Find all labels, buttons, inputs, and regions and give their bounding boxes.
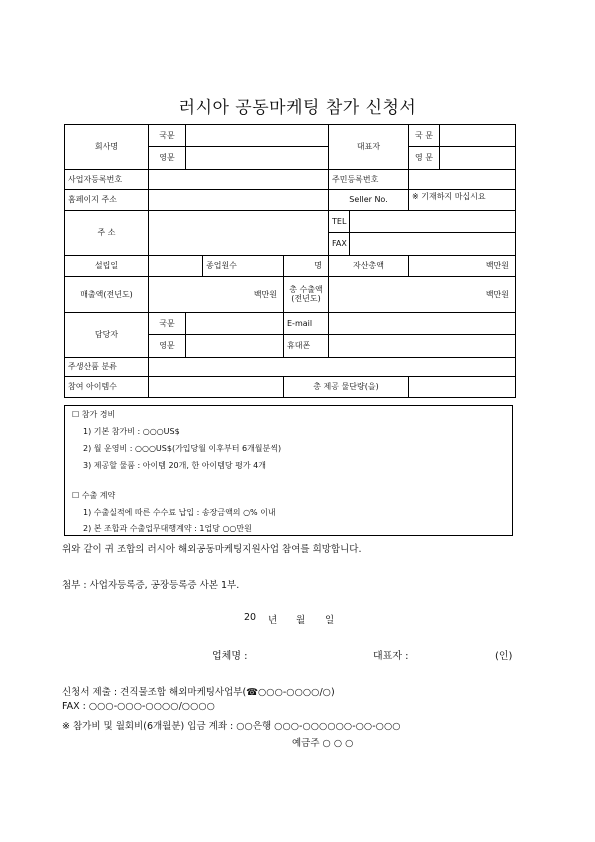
seller-no-label: Seller No. xyxy=(329,189,409,210)
main-product-label: 주생산품 분류 xyxy=(65,357,149,376)
established-label: 설립일 xyxy=(65,255,149,276)
company-korean-label: 국문 xyxy=(149,125,186,147)
address-label: 주 소 xyxy=(65,211,149,256)
company-english-label: 영문 xyxy=(149,147,186,169)
date-month-label: 월 xyxy=(296,615,306,626)
email-field[interactable] xyxy=(329,312,516,334)
mobile-field[interactable] xyxy=(329,335,516,357)
business-reg-no-field[interactable] xyxy=(149,169,329,189)
contract-heading: ☐ 수출 계약 xyxy=(72,491,116,500)
representative-label: 대표자 xyxy=(329,125,409,170)
item-count-field[interactable] xyxy=(149,376,284,397)
seller-no-note: ※ 기재하지 마십시요 xyxy=(409,189,516,210)
rep-korean-label: 국 문 xyxy=(409,125,440,147)
page-title: 러시아 공동마케팅 참가 신청서 xyxy=(178,98,417,118)
company-name-label: 회사명 xyxy=(65,125,149,170)
application-form-table xyxy=(64,124,516,398)
resident-reg-no-field[interactable] xyxy=(409,169,516,189)
employees-unit: 명 xyxy=(284,255,329,276)
mobile-label: 휴대폰 xyxy=(284,335,329,357)
homepage-label: 홈페이지 주소 xyxy=(65,189,149,210)
email-label: E-mail xyxy=(284,312,329,334)
resident-reg-no-label: 주민등록번호 xyxy=(329,169,409,189)
manager-english-label: 영문 xyxy=(149,335,186,357)
manager-korean-label: 국문 xyxy=(149,312,186,334)
manager-korean-field[interactable] xyxy=(186,312,284,334)
depositor-info: 예금주 ○ ○ ○ xyxy=(292,738,354,749)
company-korean-field[interactable] xyxy=(186,125,329,147)
revenue-label: 매출액(전년도) xyxy=(65,276,149,312)
rep-korean-field[interactable] xyxy=(440,125,516,147)
manager-label: 담당자 xyxy=(65,312,149,357)
fee-item-2: 2) 월 운영비 : ○○○US$(가입당월 이후부터 6개월분씩) xyxy=(83,444,282,453)
bank-account-info: ※ 참가비 및 월회비(6개월분) 입금 계좌 : ○○은행 ○○○-○○○○○○-○○-○○○ xyxy=(62,721,401,732)
date-year-label: 년 xyxy=(268,615,278,626)
business-reg-no-label: 사업자등록번호 xyxy=(65,169,149,189)
total-supply-label: 총 제공 물단량(을) xyxy=(284,376,409,397)
submission-info: 신청서 제출 : 견직물조합 해외마케팅사업부(☎○○○-○○○○/○) xyxy=(62,687,335,698)
company-sign-label: 업체명 : xyxy=(212,651,248,662)
contract-item-2: 2) 본 조합과 수출업무대행계약 : 1업당 ○○만원 xyxy=(83,524,252,533)
fax-label: FAX xyxy=(329,233,350,255)
fax-field[interactable] xyxy=(350,233,516,255)
fee-item-3: 3) 제공할 물품 : 아이템 20개, 한 아이템당 평가 4개 xyxy=(83,461,266,470)
company-english-field[interactable] xyxy=(186,147,329,169)
date-prefix: 20 xyxy=(244,612,257,623)
item-count-label: 참여 아이템수 xyxy=(65,376,149,397)
fax-info: FAX : ○○○-○○○-○○○○/○○○○ xyxy=(62,701,215,712)
tel-field[interactable] xyxy=(350,211,516,233)
participation-info-box xyxy=(64,405,513,536)
rep-english-label: 영 문 xyxy=(409,147,440,169)
address-field[interactable] xyxy=(149,211,329,256)
established-field[interactable] xyxy=(149,255,203,276)
total-assets-label: 자산총액 xyxy=(329,255,409,276)
total-supply-field[interactable] xyxy=(409,376,516,397)
fee-heading: ☐ 참가 경비 xyxy=(72,410,116,419)
homepage-field[interactable] xyxy=(149,189,329,210)
manager-english-field[interactable] xyxy=(186,335,284,357)
fee-item-1: 1) 기본 참가비 : ○○○US$ xyxy=(83,427,180,436)
total-export-label-line2: (전년도) xyxy=(291,294,321,304)
attachment-note: 첨부 : 사업자등록증, 공장등록증 사본 1부. xyxy=(62,580,240,591)
date-day-label: 일 xyxy=(325,615,335,626)
rep-sign-label: 대표자 : xyxy=(373,651,409,662)
revenue-unit: 백만원 xyxy=(149,276,284,312)
total-export-label xyxy=(284,276,329,312)
employees-label: 종업원수 xyxy=(203,255,284,276)
seal-mark: (인) xyxy=(495,651,513,662)
rep-english-field[interactable] xyxy=(440,147,516,169)
total-export-label-line1: 총 수출액 xyxy=(289,285,323,295)
total-export-unit: 백만원 xyxy=(329,276,516,312)
participation-statement: 위와 같이 귀 조합의 러시아 해외공동마케팅지원사업 참여를 희망합니다. xyxy=(62,544,362,555)
total-assets-unit: 백만원 xyxy=(409,255,516,276)
contract-item-1: 1) 수출실적에 따른 수수료 납입 : 송장금액의 ○% 이내 xyxy=(83,508,276,517)
tel-label: TEL xyxy=(329,211,350,233)
main-product-field[interactable] xyxy=(149,357,516,376)
